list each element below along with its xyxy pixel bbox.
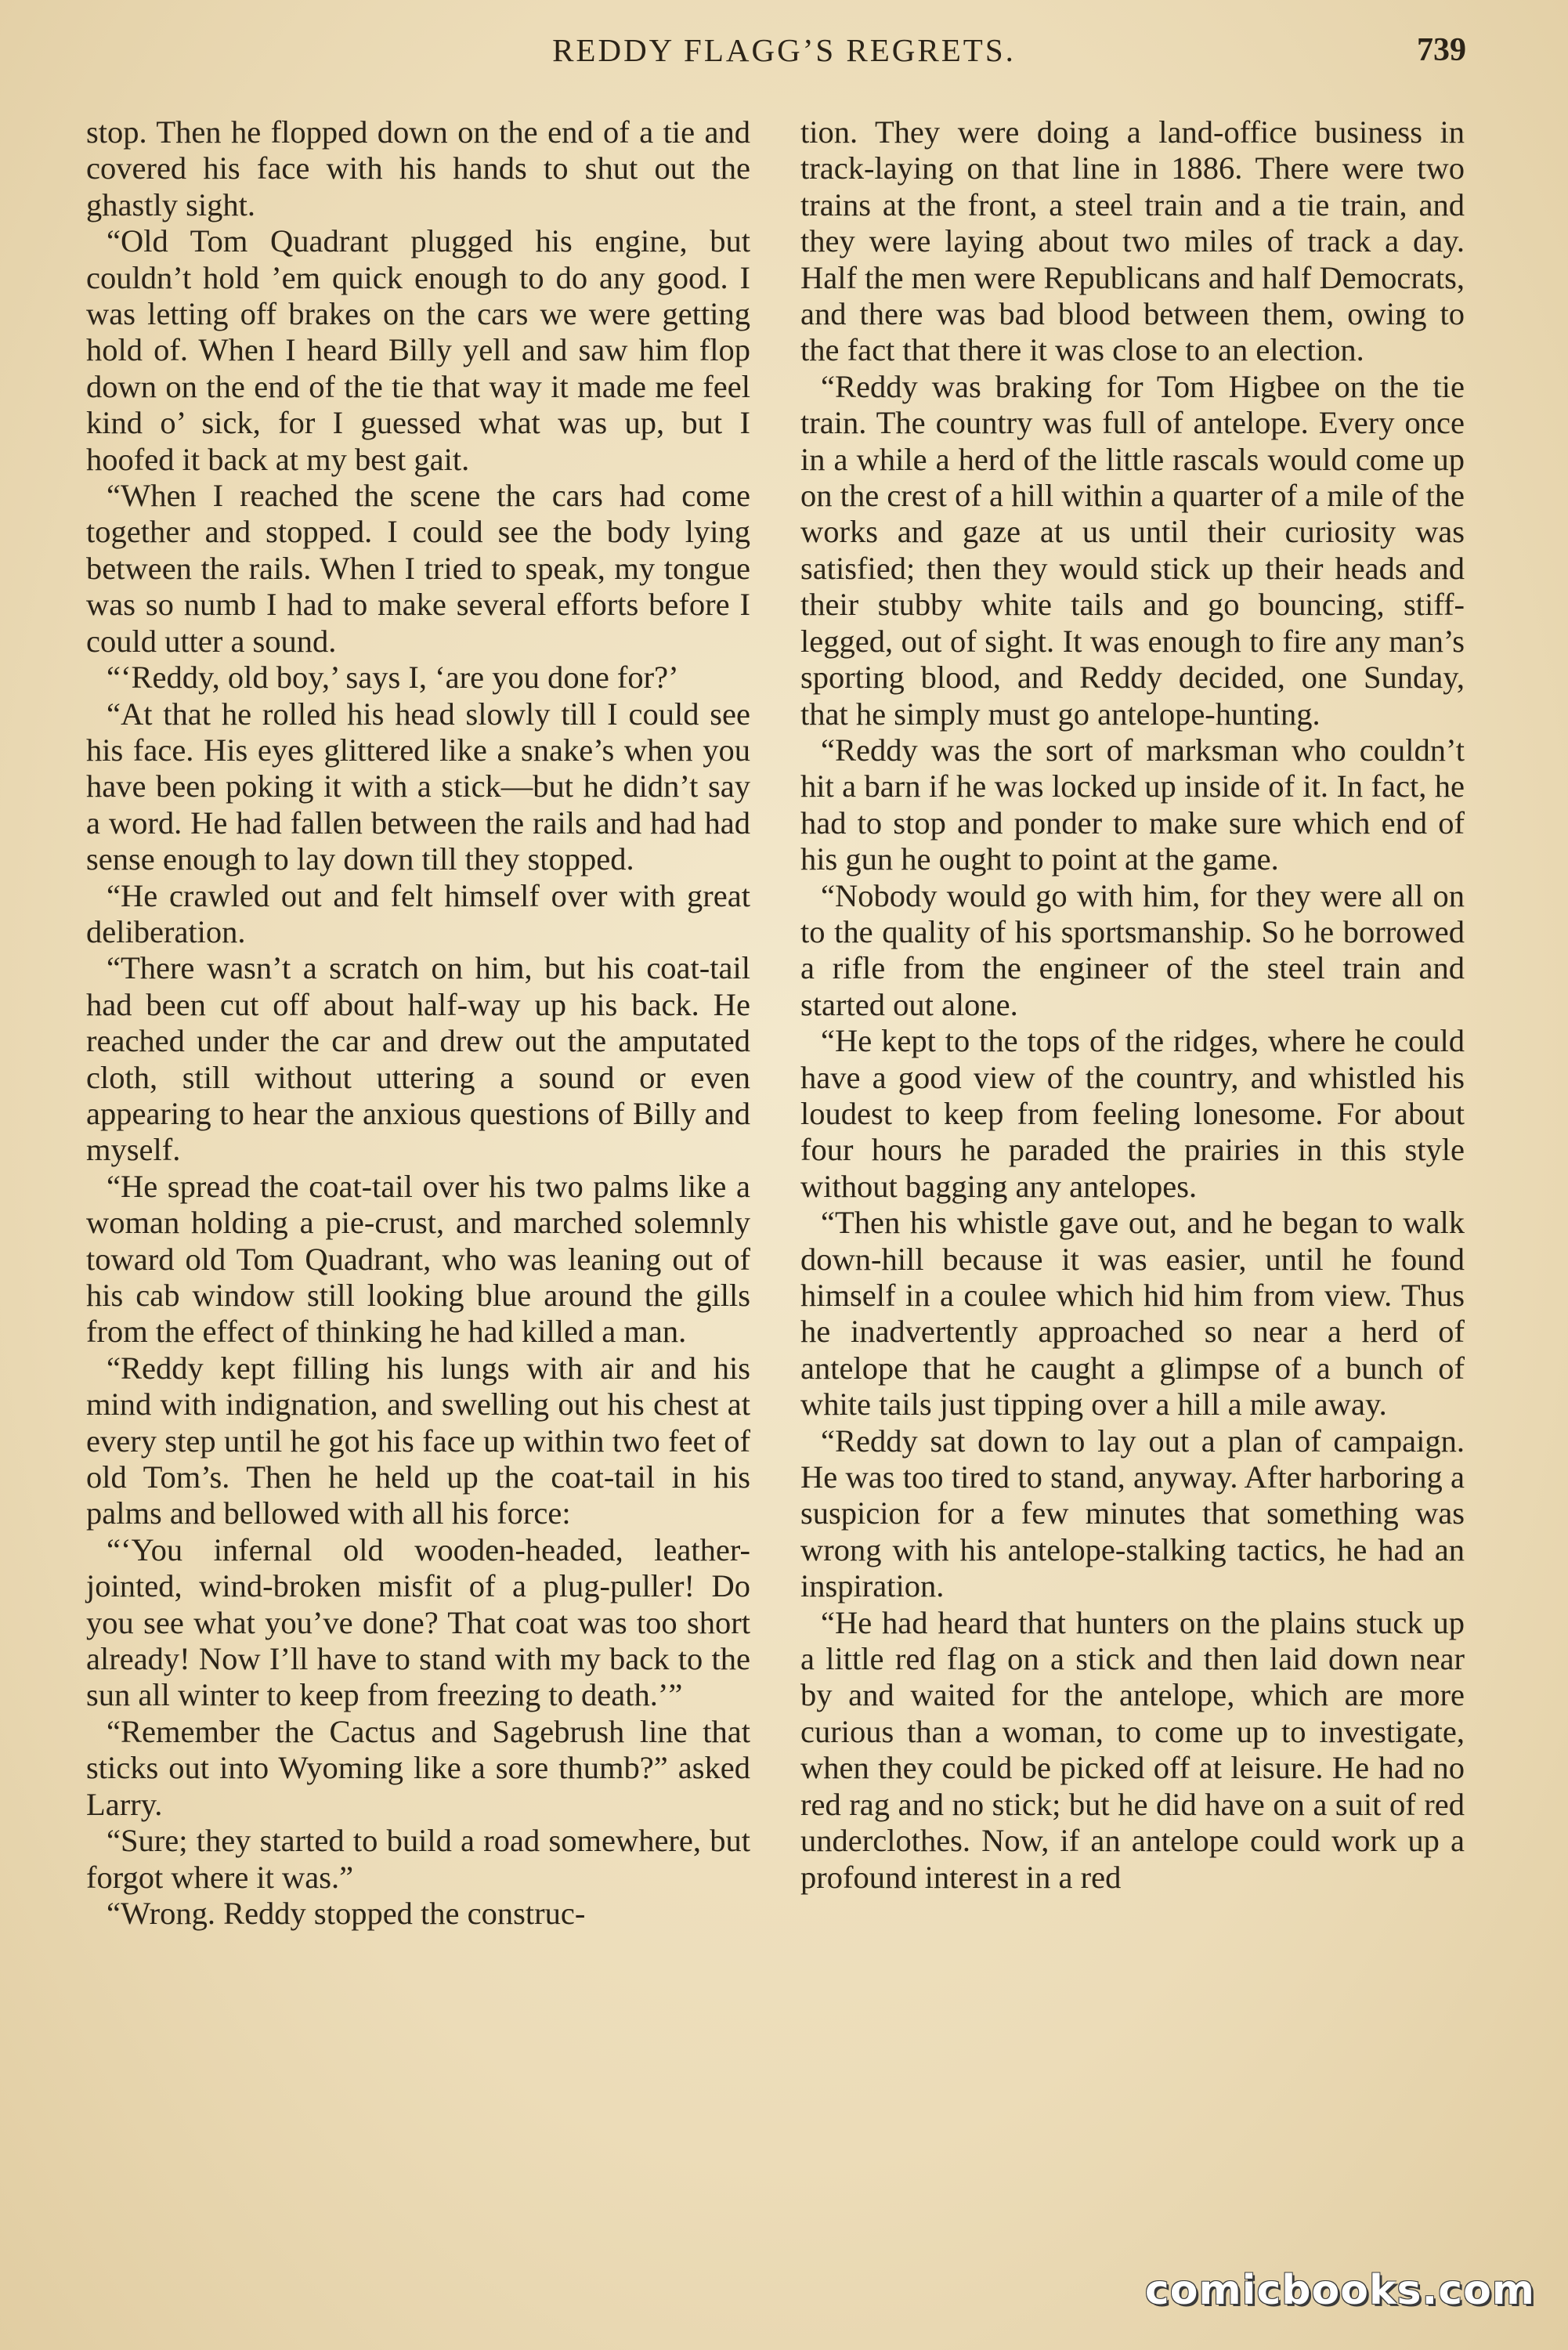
paragraph: “‘Reddy, old boy,’ says I, ‘are you done for?’ <box>107 660 679 696</box>
paragraph: “Then his whistle gave out, and he began to walk down-hill because it was easier, until he found himself in a coulee which hid him from view. Thus he inadvertently approached so near a herd of antelope that he caught a glimpse of a bunch of white tails just tipping over a hill a mile away. <box>800 1205 1465 1423</box>
paragraph: “There wasn’t a scratch on him, but his coat-tail had been cut off about half-way up his back. He reached under the car and drew out the amputated cloth, still without uttering a sound or even appearing to hear the anxious questions of Billy and myself. <box>86 950 750 1168</box>
page-number: 739 <box>1417 32 1466 68</box>
left-column <box>86 114 750 1932</box>
paragraph: “Reddy kept filling his lungs with air and his mind with indignation, and swelling out his chest at every step until he got his face up within two feet of old Tom’s. Then he held up the coat-tail in his palms and bellowed with all his force: <box>86 1350 750 1531</box>
paragraph: “Reddy was the sort of marksman who couldn’t hit a barn if he was locked up inside of it. In fact, he had to stop and ponder to make sure which end of his gun he ought to point at the game. <box>800 732 1465 877</box>
paragraph: “At that he rolled his head slowly till I could see his face. His eyes glittered like a snake’s when you have been poking it with a stick—but he didn’t say a word. He had fallen between the rails and had had sense enough to lay down till they stopped. <box>86 696 750 877</box>
paragraph: “Reddy was braking for Tom Higbee on the tie train. The country was full of antelope. Every once in a while a herd of the little rascals would come up on the crest of a hill within a quarter of a mile of the works and gaze at us until their curiosity was satisfied; then they would stick up their heads and their stubby white tails and go bouncing, stiff-legged, out of sight. It was enough to fire any man’s sporting blood, and Reddy decided, one Sunday, that he simply must go antelope-hunting. <box>800 368 1465 732</box>
paragraph: “He spread the coat-tail over his two palms like a woman holding a pie-crust, and marched solemnly toward old Tom Quadrant, who was leaning out of his cab window still looking blue around the gills from the effect of thinking he had killed a man. <box>86 1168 750 1350</box>
paragraph: “Old Tom Quadrant plugged his engine, but couldn’t hold ’em quick enough to do any good. I was letting off brakes on the cars we were getting hold of. When I heard Billy yell and saw him flop down on the end of the tie that way it made me feel kind o’ sick, for I guessed what was up, but I hoofed it back at my best gait. <box>86 223 750 477</box>
paragraph: “‘You infernal old wooden-headed, leather-jointed, wind-broken misfit of a plug-puller! Do you see what you’ve done? That coat was too short already! Now I’ll have to stand with my back to the sun all winter to keep from freezing to death.’” <box>86 1531 750 1713</box>
paragraph: “Remember the Cactus and Sagebrush line that sticks out into Wyoming like a sore thumb?” asked Larry. <box>86 1713 750 1822</box>
site-watermark: comicbooks.com <box>1144 2267 1535 2314</box>
paragraph: “Sure; they started to build a road somewhere, but forgot where it was.” <box>86 1823 750 1895</box>
paragraph: “When I reached the scene the cars had come together and stopped. I could see the body lying between the rails. When I tried to speak, my tongue was so numb I had to make several efforts before I could utter a sound. <box>86 478 750 659</box>
running-title: REDDY FLAGG’S REGRETS. <box>552 32 1016 68</box>
page-header <box>0 31 1568 78</box>
paragraph: “He kept to the tops of the ridges, where he could have a good view of the country, and whistled his loudest to keep from feeling lonesome. For about four hours he paraded the prairies in this style without bagging any antelopes. <box>800 1023 1465 1204</box>
right-column <box>800 114 1465 1896</box>
paragraph: “Reddy sat down to lay out a plan of campaign. He was too tired to stand, anyway. After harboring a suspicion for a few minutes that something was wrong with his antelope-stalking tactics, he had an inspiration. <box>800 1423 1465 1604</box>
paragraph: tion. They were doing a land-office business in track-laying on that line in 1886. There were two trains at the front, a steel train and a tie train, and they were laying about two miles of track a day. Half the men were Republicans and half Democrats, and there was bad blood between them, owing to the fact that there it was close to an election. <box>800 114 1465 368</box>
paragraph: stop. Then he flopped down on the end of a tie and covered his face with his hands to shut out the ghastly sight. <box>86 114 750 222</box>
paragraph: “Wrong. Reddy stopped the construc- <box>107 1895 586 1931</box>
paragraph: “He crawled out and felt himself over with great deliberation. <box>86 877 750 949</box>
paragraph: “Nobody would go with him, for they were all on to the quality of his sportsmanship. So he borrowed a rifle from the engineer of the steel train and started out alone. <box>800 877 1465 1022</box>
paragraph: “He had heard that hunters on the plains stuck up a little red flag on a stick and then laid down near by and waited for the antelope, which are more curious than a woman, to come up to investigate, when they could be picked off at leisure. He had no red rag and no stick; but he did have on a suit of red underclothes. Now, if an antelope could work up a profound interest in a red <box>800 1604 1465 1895</box>
